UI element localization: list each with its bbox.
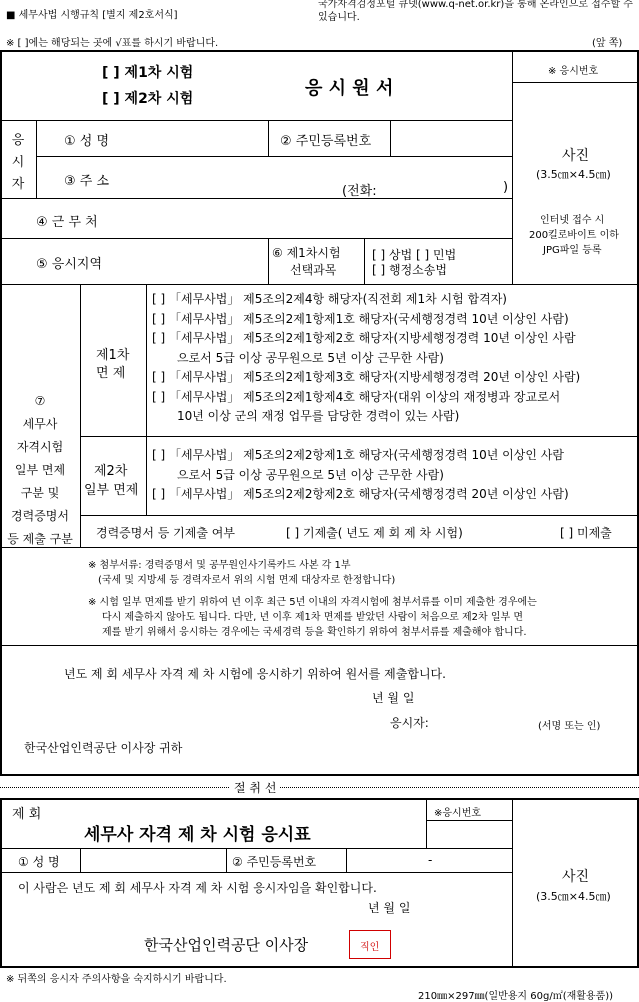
attachment-note-scope: (국세 및 지방세 등 경력자로서 위의 시험 면제 대상자로 한정합니다) — [98, 575, 396, 586]
first-exempt-label-2: 면 제 — [96, 366, 126, 381]
photo-label: 사진 — [562, 148, 590, 164]
phone-label: (전화: — [342, 184, 377, 199]
rrn-label: ② 주민등록번호 — [280, 134, 372, 149]
form-reference: ■ 세무사법 시행규칙 [별지 제2호서식] — [6, 10, 178, 21]
first-exempt-item-cont: 10년 이상 군의 재정 업무를 담당한 경력이 있는 사람) — [177, 409, 460, 423]
applicant-label: 응 시 자 — [11, 133, 25, 192]
subject-label-line1: ⑥ 제1차시험 — [272, 246, 341, 260]
cert-submission-label: 경력증명서 등 기제출 여부 — [96, 526, 235, 540]
ticket-confirm-text: 이 사람은 년도 제 회 세무사 자격 제 차 시험 응시자임을 확인합니다. — [18, 881, 377, 895]
ticket-title: 세무사 자격 제 차 시험 응시표 — [84, 825, 311, 845]
first-exempt-label-1: 제1차 — [96, 348, 130, 363]
second-exempt-item[interactable]: [ ] 「세무사법」 제5조의2제2항제1호 해당자(국세행정경력 10년 이상인 사람 — [152, 448, 564, 462]
ticket-rrn-dash: - — [428, 853, 433, 867]
first-exempt-item[interactable]: [ ] 「세무사법」 제5조의2제1항제2호 해당자(지방세행정경력 10년 이상인 사람 — [152, 331, 576, 345]
form-title: 응 시 원 서 — [305, 78, 394, 99]
cut-line — [0, 787, 639, 788]
ticket-photo-size: (3.5㎝×4.5㎝) — [536, 890, 611, 903]
ticket-exam-number-label: ※응시번호 — [434, 808, 482, 819]
phone-close: ) — [503, 180, 509, 195]
exam-number-label: ※ 응시번호 — [548, 66, 599, 77]
cert-submitted-checkbox[interactable]: [ ] 기제출( 년도 제 회 제 차 시험) — [286, 526, 463, 540]
declaration-date: 년 월 일 — [372, 691, 415, 705]
footer-notice: ※ 뒤쪽의 응시자 주의사항을 숙지하시기 바랍니다. — [6, 974, 227, 985]
photo-note-1: 인터넷 접수 시 — [540, 215, 605, 226]
cert-not-submitted-checkbox[interactable]: [ ] 미제출 — [560, 526, 612, 540]
recipient: 한국산업인력공단 이사장 귀하 — [24, 741, 183, 755]
first-exempt-item[interactable]: [ ] 「세무사법」 제5조의2제4항 해당자(직전회 제1차 시험 합격자) — [152, 292, 507, 306]
subject-option-administrative[interactable]: [ ] 행정소송법 — [372, 263, 447, 277]
second-exempt-label-2: 일부 면제 — [84, 483, 139, 498]
first-exempt-item[interactable]: [ ] 「세무사법」 제5조의2제1항제1호 해당자(국세행정경력 10년 이상인 사람) — [152, 311, 569, 326]
subject-option-commercial-civil[interactable]: [ ] 상법 [ ] 민법 — [372, 248, 457, 262]
photo-note-3: JPG파일 등록 — [543, 245, 602, 256]
second-exempt-label-1: 제2차 — [94, 464, 128, 479]
photo-size: (3.5㎝×4.5㎝) — [536, 168, 611, 181]
applicant-sign-label: 응시자: — [390, 716, 429, 730]
first-exempt-item[interactable]: [ ] 「세무사법」 제5조의2제1항제3호 해당자(지방세행정경력 20년 이상인 사람) — [152, 370, 581, 384]
ticket-photo-label: 사진 — [562, 869, 590, 885]
ticket-round-label: 제 회 — [12, 807, 42, 822]
exemption-note-3: 제를 받기 위해서 응시하는 경우에는 국세경력 등을 확인하기 위하여 첨부서류를 제출해야 합니다. — [102, 627, 527, 638]
first-exemption-list — [152, 290, 580, 427]
first-exempt-item[interactable]: [ ] 「세무사법」 제5조의2제1항제4호 해당자(대위 이상의 재정병과 장교로서 — [152, 389, 561, 404]
first-exempt-item-cont: 으로서 5급 이상 공무원으로 5년 이상 근무한 사람) — [177, 350, 444, 365]
photo-note-2: 200킬로바이트 이하 — [529, 230, 619, 241]
second-exempt-item-cont: 으로서 5급 이상 공무원으로 5년 이상 근무한 사람) — [177, 467, 444, 482]
exemption-note-2: 다시 제출하지 않아도 됩니다. 다만, 년 이후 제1차 면제를 받았던 사람이 처음으로 제2차 일부 면 — [102, 612, 524, 623]
second-exempt-item[interactable]: [ ] 「세무사법」 제5조의2제2항제2호 해당자(국세행정경력 20년 이상인 사람) — [152, 487, 569, 501]
second-exemption-list — [152, 446, 569, 505]
workplace-label: ④ 근 무 처 — [36, 215, 98, 230]
name-label: ① 성 명 — [64, 134, 110, 149]
region-label: ⑤ 응시지역 — [36, 257, 103, 272]
subject-label-line2: 선택과목 — [290, 263, 337, 277]
ticket-date: 년 월 일 — [368, 901, 411, 915]
online-application-note: 국가자격검정포털 큐넷(www.q-net.or.kr)을 통해 온라인으로 접수할 수 있습니다. — [318, 0, 633, 23]
address-label: ③ 주 소 — [64, 174, 110, 189]
paper-spec: 210㎜×297㎜(일반용지 60g/㎡(재활용품)) — [418, 991, 614, 1002]
exam-first-checkbox[interactable]: [ ] 제1차 시험 — [102, 65, 194, 81]
ticket-issuer: 한국산업인력공단 이사장 — [144, 936, 309, 954]
signature-note: (서명 또는 인) — [538, 721, 601, 732]
exemption-section-label: ⑦ 세무사 자격시험 일부 면제 구분 및 경력증명서 등 제출 구분 — [7, 394, 73, 546]
exemption-note-1: ※ 시험 일부 면제를 받기 위하여 년 이후 최근 5년 이내의 자격시험에 첨부서류를 이미 제출한 경우에는 — [88, 597, 537, 608]
seal-text: 직인 — [360, 942, 380, 953]
declaration-text: 년도 제 회 세무사 자격 제 차 시험에 응시하기 위하여 원서를 제출합니다. — [64, 667, 446, 681]
ticket-name-label: ① 성 명 — [18, 855, 60, 869]
cut-line-label: 절 취 선 — [230, 779, 280, 796]
checkbox-instruction: ※ [ ]에는 해당되는 곳에 √표를 하시기 바랍니다. — [6, 38, 219, 49]
official-seal — [349, 930, 391, 959]
page-side-label: (앞 쪽) — [592, 38, 623, 49]
exam-second-checkbox[interactable]: [ ] 제2차 시험 — [102, 91, 194, 107]
attachment-note: ※ 첨부서류: 경력증명서 및 공무원인사기록카드 사본 각 1부 — [88, 560, 351, 571]
ticket-rrn-label: ② 주민등록번호 — [232, 855, 317, 869]
